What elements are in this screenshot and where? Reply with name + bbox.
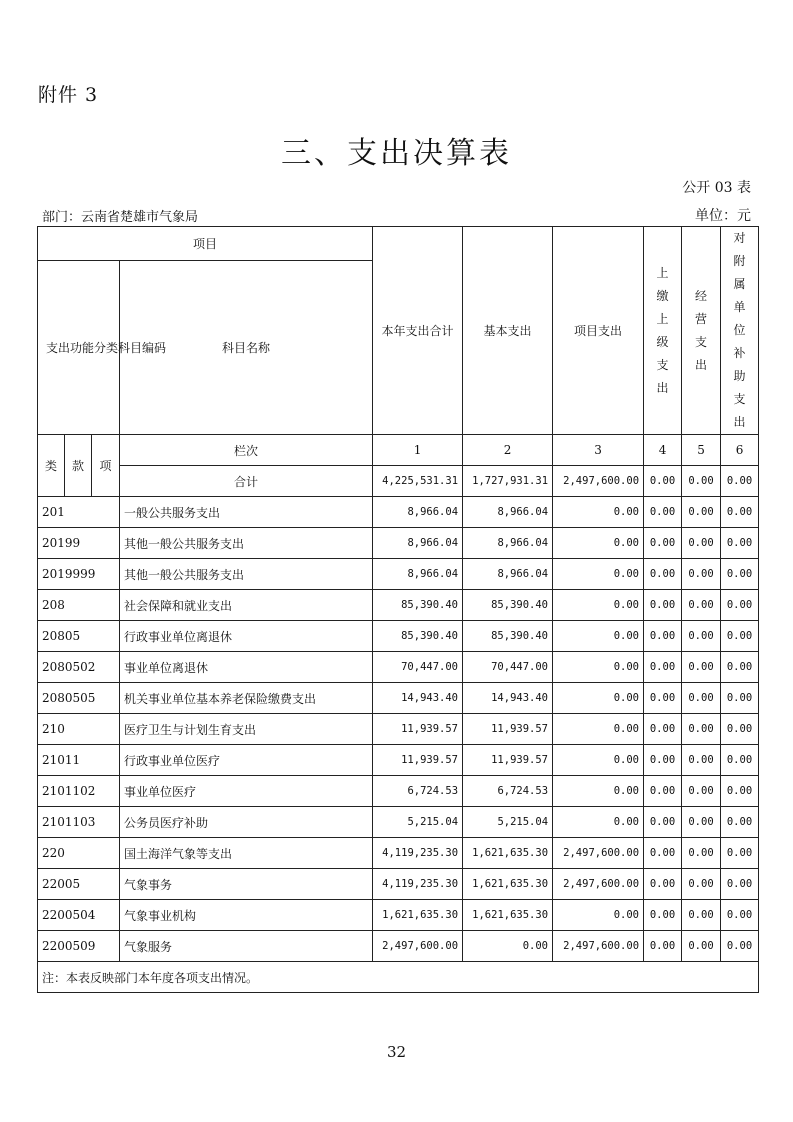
row-c6: 0.00 <box>721 683 759 714</box>
row-c6: 0.00 <box>721 497 759 528</box>
row-c1: 8,966.04 <box>373 528 463 559</box>
row-c5: 0.00 <box>682 931 721 962</box>
row-code: 20199 <box>38 528 120 559</box>
table-row <box>38 714 759 745</box>
row-c1: 4,119,235.30 <box>373 838 463 869</box>
row-c5: 0.00 <box>682 838 721 869</box>
header-lei: 类 <box>38 435 65 497</box>
row-c1: 11,939.57 <box>373 714 463 745</box>
row-c5: 0.00 <box>682 683 721 714</box>
table-row <box>38 528 759 559</box>
row-code: 22005 <box>38 869 120 900</box>
col-number-6: 6 <box>721 435 759 466</box>
row-c4: 0.00 <box>644 900 682 931</box>
row-c2: 6,724.53 <box>463 776 553 807</box>
row-c1: 6,724.53 <box>373 776 463 807</box>
row-c6: 0.00 <box>721 869 759 900</box>
row-name: 事业单位医疗 <box>120 776 373 807</box>
row-c2: 1,621,635.30 <box>463 869 553 900</box>
row-code: 2101103 <box>38 807 120 838</box>
row-name: 气象事业机构 <box>120 900 373 931</box>
row-c2: 8,966.04 <box>463 528 553 559</box>
row-c1: 2,497,600.00 <box>373 931 463 962</box>
row-c4: 0.00 <box>644 714 682 745</box>
total-c6: 0.00 <box>721 466 759 497</box>
row-name: 其他一般公共服务支出 <box>120 528 373 559</box>
row-c5: 0.00 <box>682 807 721 838</box>
row-c3: 0.00 <box>553 528 644 559</box>
row-c5: 0.00 <box>682 652 721 683</box>
table-row <box>38 931 759 962</box>
header-col5: 经 营 支 出 <box>682 227 721 435</box>
row-code: 201 <box>38 497 120 528</box>
row-c5: 0.00 <box>682 745 721 776</box>
header-col4: 上 缴 上 级 支 出 <box>644 227 682 435</box>
row-name: 气象服务 <box>120 931 373 962</box>
col-number-2: 2 <box>463 435 553 466</box>
row-c1: 8,966.04 <box>373 497 463 528</box>
row-c3: 0.00 <box>553 497 644 528</box>
row-c3: 0.00 <box>553 745 644 776</box>
row-c6: 0.00 <box>721 838 759 869</box>
row-code: 21011 <box>38 745 120 776</box>
page-title: 三、支出决算表 <box>281 136 512 171</box>
row-c3: 0.00 <box>553 776 644 807</box>
row-c6: 0.00 <box>721 590 759 621</box>
row-c4: 0.00 <box>644 807 682 838</box>
table-row <box>38 683 759 714</box>
row-name: 机关事业单位基本养老保险缴费支出 <box>120 683 373 714</box>
row-c6: 0.00 <box>721 621 759 652</box>
attachment-label: 附件 3 <box>38 84 99 106</box>
table-row <box>38 652 759 683</box>
row-name: 气象事务 <box>120 869 373 900</box>
row-name: 国土海洋气象等支出 <box>120 838 373 869</box>
table-note: 注：本表反映部门本年度各项支出情况。 <box>38 962 759 993</box>
row-c6: 0.00 <box>721 776 759 807</box>
row-c2: 8,966.04 <box>463 497 553 528</box>
row-c5: 0.00 <box>682 559 721 590</box>
row-c3: 0.00 <box>553 621 644 652</box>
header-col1: 本年支出合计 <box>373 227 463 435</box>
row-code: 2101102 <box>38 776 120 807</box>
col-number-1: 1 <box>373 435 463 466</box>
table-row <box>38 497 759 528</box>
row-name: 其他一般公共服务支出 <box>120 559 373 590</box>
header-project: 项目 <box>38 227 373 261</box>
total-c4: 0.00 <box>644 466 682 497</box>
row-c1: 4,119,235.30 <box>373 869 463 900</box>
row-name: 行政事业单位离退休 <box>120 621 373 652</box>
header-row-1 <box>38 227 759 261</box>
expenditure-table <box>37 226 759 993</box>
row-c4: 0.00 <box>644 590 682 621</box>
row-c6: 0.00 <box>721 807 759 838</box>
row-c2: 0.00 <box>463 931 553 962</box>
row-c1: 1,621,635.30 <box>373 900 463 931</box>
header-col2: 基本支出 <box>463 227 553 435</box>
row-c5: 0.00 <box>682 621 721 652</box>
row-code: 220 <box>38 838 120 869</box>
department-label: 部门：云南省楚雄市气象局 <box>42 210 199 225</box>
header-func-code: 支出功能分类科目编码 <box>38 261 120 435</box>
row-name: 公务员医疗补助 <box>120 807 373 838</box>
row-c1: 70,447.00 <box>373 652 463 683</box>
total-c2: 1,727,931.31 <box>463 466 553 497</box>
row-c2: 8,966.04 <box>463 559 553 590</box>
row-c2: 14,943.40 <box>463 683 553 714</box>
table-row <box>38 900 759 931</box>
row-c3: 0.00 <box>553 559 644 590</box>
header-col6: 对 附 属 单 位 补 助 支 出 <box>721 227 759 435</box>
header-subject-name: 科目名称 <box>120 261 373 435</box>
table-row <box>38 745 759 776</box>
row-c1: 14,943.40 <box>373 683 463 714</box>
row-code: 2200509 <box>38 931 120 962</box>
row-c3: 2,497,600.00 <box>553 931 644 962</box>
row-c6: 0.00 <box>721 714 759 745</box>
row-code: 210 <box>38 714 120 745</box>
header-lanci: 栏次 <box>120 435 373 466</box>
row-c4: 0.00 <box>644 559 682 590</box>
row-c2: 5,215.04 <box>463 807 553 838</box>
row-name: 医疗卫生与计划生育支出 <box>120 714 373 745</box>
row-c5: 0.00 <box>682 497 721 528</box>
table-row <box>38 807 759 838</box>
row-code: 2080502 <box>38 652 120 683</box>
row-c4: 0.00 <box>644 776 682 807</box>
form-number: 公开 03 表 <box>682 180 751 196</box>
row-c2: 85,390.40 <box>463 590 553 621</box>
total-c3: 2,497,600.00 <box>553 466 644 497</box>
row-c4: 0.00 <box>644 528 682 559</box>
row-c4: 0.00 <box>644 652 682 683</box>
row-code: 208 <box>38 590 120 621</box>
table-row <box>38 559 759 590</box>
row-code: 2200504 <box>38 900 120 931</box>
row-c3: 0.00 <box>553 714 644 745</box>
row-c3: 2,497,600.00 <box>553 869 644 900</box>
col-number-5: 5 <box>682 435 721 466</box>
row-c5: 0.00 <box>682 528 721 559</box>
row-c6: 0.00 <box>721 900 759 931</box>
total-c1: 4,225,531.31 <box>373 466 463 497</box>
row-c6: 0.00 <box>721 559 759 590</box>
row-c1: 85,390.40 <box>373 621 463 652</box>
row-c2: 11,939.57 <box>463 714 553 745</box>
row-c6: 0.00 <box>721 931 759 962</box>
row-c6: 0.00 <box>721 652 759 683</box>
header-kuan: 款 <box>65 435 92 497</box>
table-row <box>38 869 759 900</box>
row-code: 2019999 <box>38 559 120 590</box>
row-c4: 0.00 <box>644 497 682 528</box>
row-c2: 1,621,635.30 <box>463 838 553 869</box>
row-c2: 1,621,635.30 <box>463 900 553 931</box>
row-c5: 0.00 <box>682 869 721 900</box>
row-c1: 8,966.04 <box>373 559 463 590</box>
row-c4: 0.00 <box>644 838 682 869</box>
header-xiang: 项 <box>92 435 120 497</box>
row-c4: 0.00 <box>644 621 682 652</box>
table-row <box>38 776 759 807</box>
page-number: 32 <box>386 1043 407 1061</box>
row-code: 2080505 <box>38 683 120 714</box>
row-c5: 0.00 <box>682 776 721 807</box>
row-name: 社会保障和就业支出 <box>120 590 373 621</box>
row-name: 行政事业单位医疗 <box>120 745 373 776</box>
table-row <box>38 838 759 869</box>
note-row <box>38 962 759 993</box>
table-row <box>38 590 759 621</box>
row-c3: 0.00 <box>553 807 644 838</box>
header-col3: 项目支出 <box>553 227 644 435</box>
unit-label: 单位：元 <box>695 208 751 224</box>
row-c1: 5,215.04 <box>373 807 463 838</box>
row-c3: 0.00 <box>553 652 644 683</box>
total-label: 合计 <box>120 466 373 497</box>
row-c3: 2,497,600.00 <box>553 838 644 869</box>
table-row <box>38 621 759 652</box>
total-row <box>38 466 759 497</box>
row-c2: 11,939.57 <box>463 745 553 776</box>
row-c6: 0.00 <box>721 528 759 559</box>
row-c3: 0.00 <box>553 683 644 714</box>
row-c3: 0.00 <box>553 590 644 621</box>
row-c2: 70,447.00 <box>463 652 553 683</box>
row-c5: 0.00 <box>682 900 721 931</box>
row-name: 一般公共服务支出 <box>120 497 373 528</box>
row-c4: 0.00 <box>644 683 682 714</box>
row-c1: 11,939.57 <box>373 745 463 776</box>
row-c4: 0.00 <box>644 931 682 962</box>
total-c5: 0.00 <box>682 466 721 497</box>
row-c6: 0.00 <box>721 745 759 776</box>
row-c2: 85,390.40 <box>463 621 553 652</box>
col-number-3: 3 <box>553 435 644 466</box>
row-c1: 85,390.40 <box>373 590 463 621</box>
row-c5: 0.00 <box>682 714 721 745</box>
row-code: 20805 <box>38 621 120 652</box>
row-c4: 0.00 <box>644 745 682 776</box>
row-c4: 0.00 <box>644 869 682 900</box>
row-c5: 0.00 <box>682 590 721 621</box>
row-name: 事业单位离退休 <box>120 652 373 683</box>
header-row-3 <box>38 435 759 466</box>
row-c3: 0.00 <box>553 900 644 931</box>
col-number-4: 4 <box>644 435 682 466</box>
